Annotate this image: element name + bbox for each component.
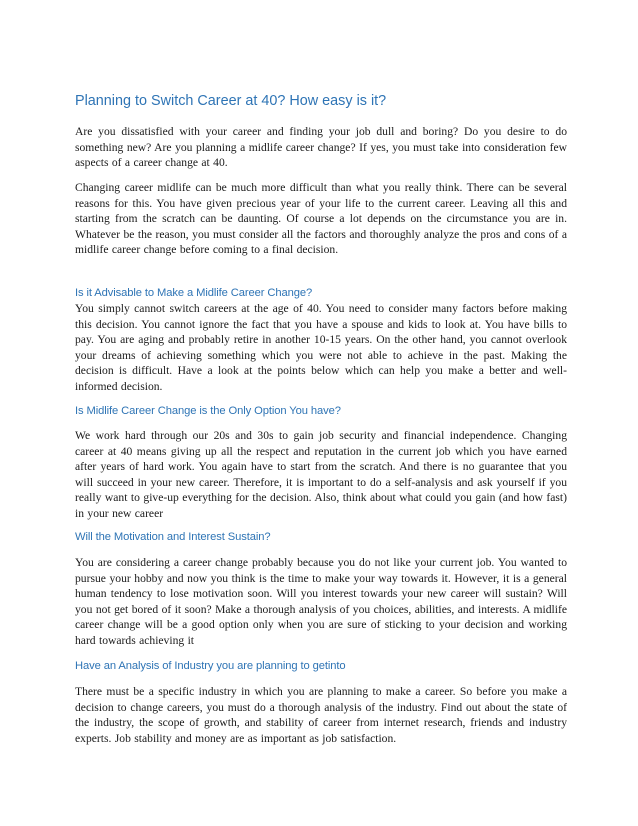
section-heading-motivation: Will the Motivation and Interest Sustain? <box>75 531 271 543</box>
intro-paragraph-1: Are you dissatisfied with your career and finding your job dull and boring? Do you desire to do something new? Are you planning a midlife career change? If yes, you must take into consideration few aspects of a career change at 40. <box>75 125 567 170</box>
intro-paragraph-2: Changing career midlife can be much more difficult than what you really think. There can be several reasons for this. You have given precious year of your life to the current career. Leaving all this and starting from the scratch can be daunting. Of course a lot depends on the circumstance you are in. Whatever be the reason, you must consider all the factors and thoroughly analyze the pros and cons of a midlife career change before coming to a final decision. <box>75 181 567 257</box>
section-body-motivation: You are considering a career change probably because you do not like your current job. You wanted to pursue your hobby and now you think is the time to make your way towards it. However, it is a general human tendency to lose motivation soon. Will you interest towards your new career will sustain? Will you not get bored of it soon? Make a thorough analysis of you choices, abilities, and interests. A midlife career change will be a good option only when you are sure of sticking to your decision and working hard towards achieving it <box>75 556 567 647</box>
section-body-only-option: We work hard through our 20s and 30s to gain job security and financial independence. Changing career at 40 means giving up all the respect and reputation in the current job which you have earned after years of hard work. You again have to start from the scratch. And there is no guarantee that you will succeed in your new career. Therefore, it is important to do a self-analysis and ask yourself if you really want to give-up everything for the decision. Also, think about what could you gain (and how fast) in your new career <box>75 429 567 520</box>
section-heading-industry: Have an Analysis of Industry you are planning to getinto <box>75 660 346 672</box>
section-body-advisable: You simply cannot switch careers at the age of 40. You need to consider many factors before making this decision. You cannot ignore the fact that you have a spouse and kids to look at. You have bills to pay. You are aging and probably retire in another 10-15 years. On the other hand, you cannot overlook your dreams of achieving something which you were not able to achieve in the past. Making the decision is difficult. Have a look at the points below which can help you make a better and well-informed decision. <box>75 302 567 393</box>
section-body-industry: There must be a specific industry in which you are planning to make a career. So before you make a decision to change careers, you must do a thorough analysis of the industry. Find out about the state of the industry, the scope of growth, and stability of career from internet research, friends and industry experts. Job stability and money are as important as job satisfaction. <box>75 685 567 745</box>
document-title: Planning to Switch Career at 40? How easy is it? <box>75 93 387 109</box>
section-heading-only-option: Is Midlife Career Change is the Only Option You have? <box>75 405 341 417</box>
section-heading-advisable: Is it Advisable to Make a Midlife Career Change? <box>75 287 313 299</box>
